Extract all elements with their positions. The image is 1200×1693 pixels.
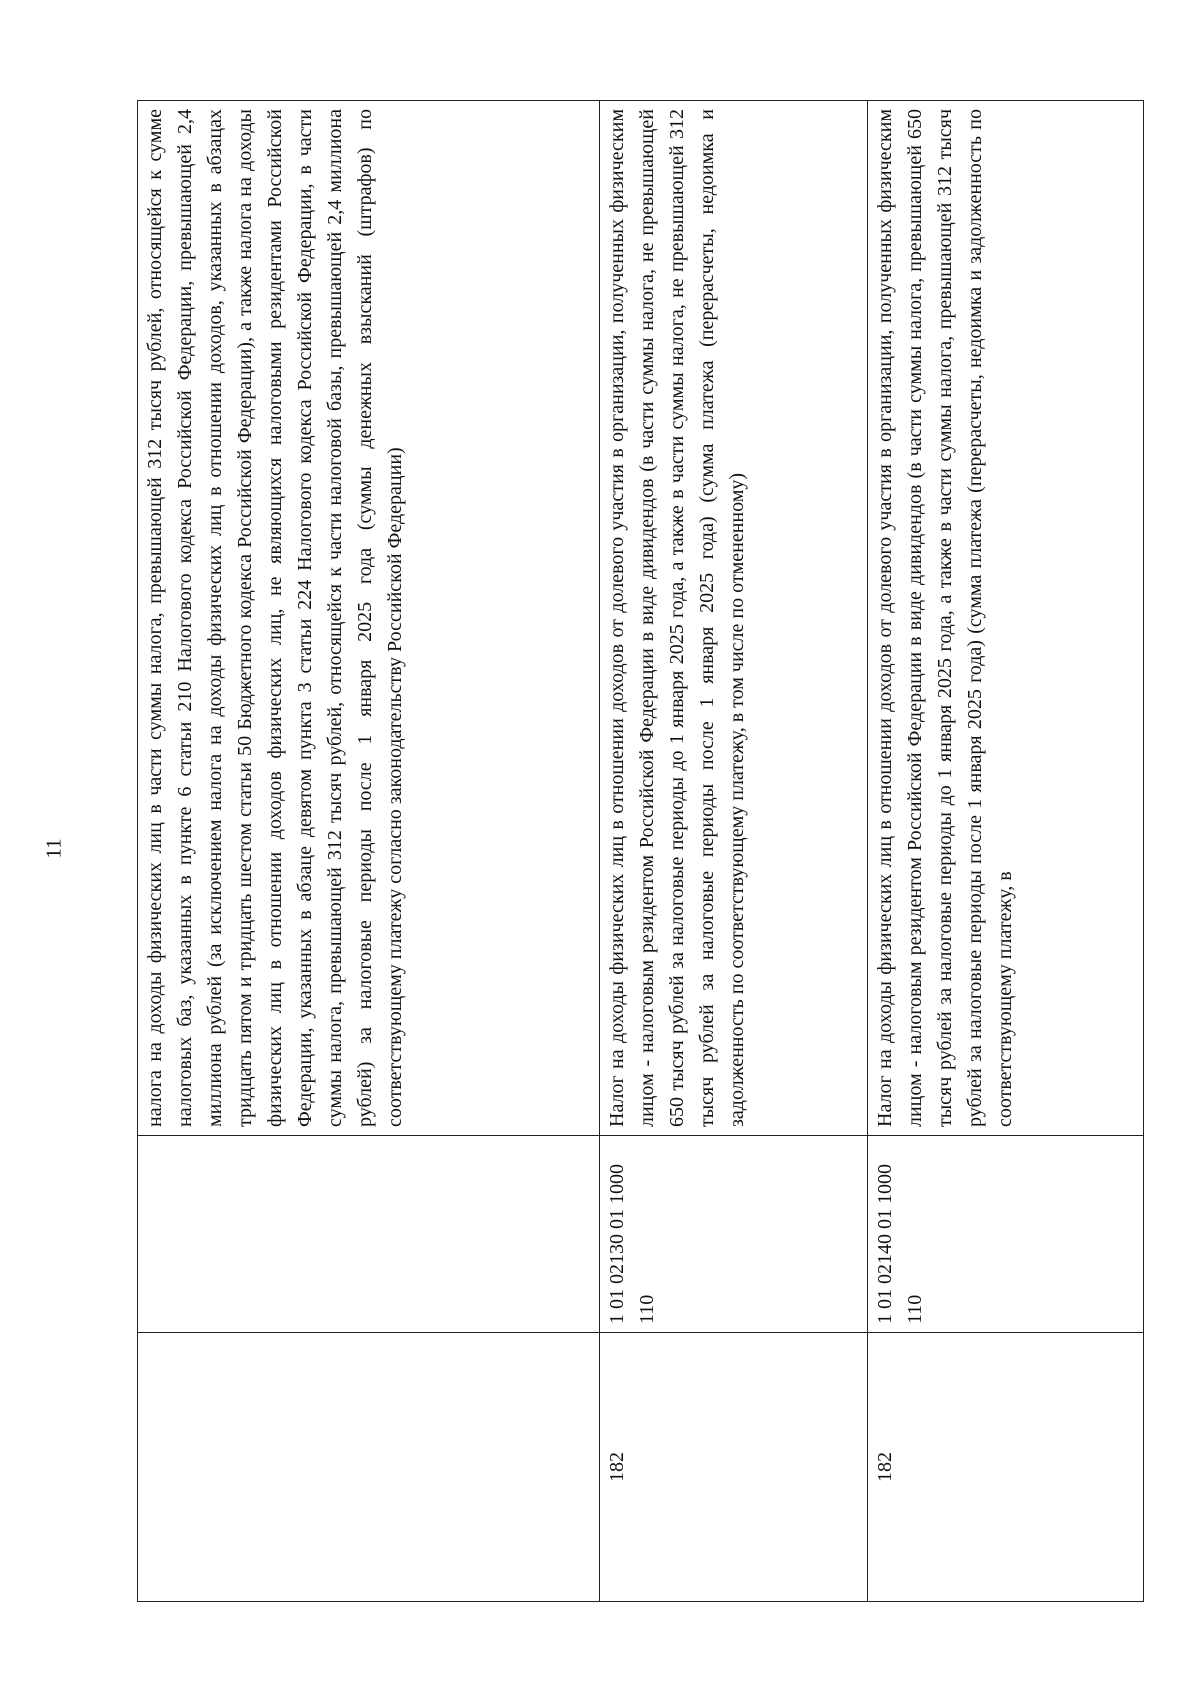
kbk-code-cell: 1 01 02130 01 1000 110 (600, 1136, 868, 1333)
budget-classification-table (137, 100, 1144, 1602)
description-cell: налога на доходы физических лиц в части суммы налога, превышающей 312 тысяч рублей, относящейся к сумме налоговых баз, указанных в пункте 6 статьи 210 Налогового кодекса Российской Федерации, превышающей 2,4 миллиона рублей (за исключением налога на доходы физических лиц в отношении доходов, указанных в абзацах тридцать пятом и тридцать шестом статьи 50 Бюджетного кодекса Российской Федерации), а также налога на доходы физических лиц в отношении доходов физических лиц, не являющихся налоговыми резидентами Российской Федерации, указанных в абзаце девятом пункта 3 статьи 224 Налогового кодекса Российской Федерации, в части суммы налога, превышающей 312 тысяч рублей, относящейся к части налоговой базы, превышающей 2,4 миллиона рублей) за налоговые периоды после 1 января 2025 года (суммы денежных взысканий (штрафов) по соответствующему платежу согласно законодательству Российской Федерации) (138, 101, 600, 1136)
page-number: 11 (41, 838, 66, 859)
table-row (138, 101, 600, 1602)
kbk-code-cell (138, 1136, 600, 1333)
description-cell: Налог на доходы физических лиц в отношении доходов от долевого участия в организации, полученных физическим лицом - налоговым резидентом Российской Федерации в виде дивидендов (в части суммы налога, превышающей 650 тысяч рублей за налоговые периоды до 1 января 2025 года, а также в части суммы налога, превышающей 312 тысяч рублей за налоговые периоды после 1 января 2025 года) (сумма платежа (перерасчеты, недоимка и задолженность по соответствующему платежу, в (868, 101, 1144, 1136)
rotated-table-container (137, 100, 1143, 1602)
admin-code-cell: 182 (868, 1333, 1144, 1602)
table-row (600, 101, 868, 1602)
kbk-code-cell: 1 01 02140 01 1000 110 (868, 1136, 1144, 1333)
admin-code-cell (138, 1333, 600, 1602)
description-cell: Налог на доходы физических лиц в отношении доходов от долевого участия в организации, полученных физическим лицом - налоговым резидентом Российской Федерации в виде дивидендов (в части суммы налога, не превышающей 650 тысяч рублей за налоговые периоды до 1 января 2025 года, а также в части суммы налога, не превышающей 312 тысяч рублей за налоговые периоды после 1 января 2025 года) (сумма платежа (перерасчеты, недоимка и задолженность по соответствующему платежу, в том числе по отмененному) (600, 101, 868, 1136)
admin-code-cell: 182 (600, 1333, 868, 1602)
table-row (868, 101, 1144, 1602)
